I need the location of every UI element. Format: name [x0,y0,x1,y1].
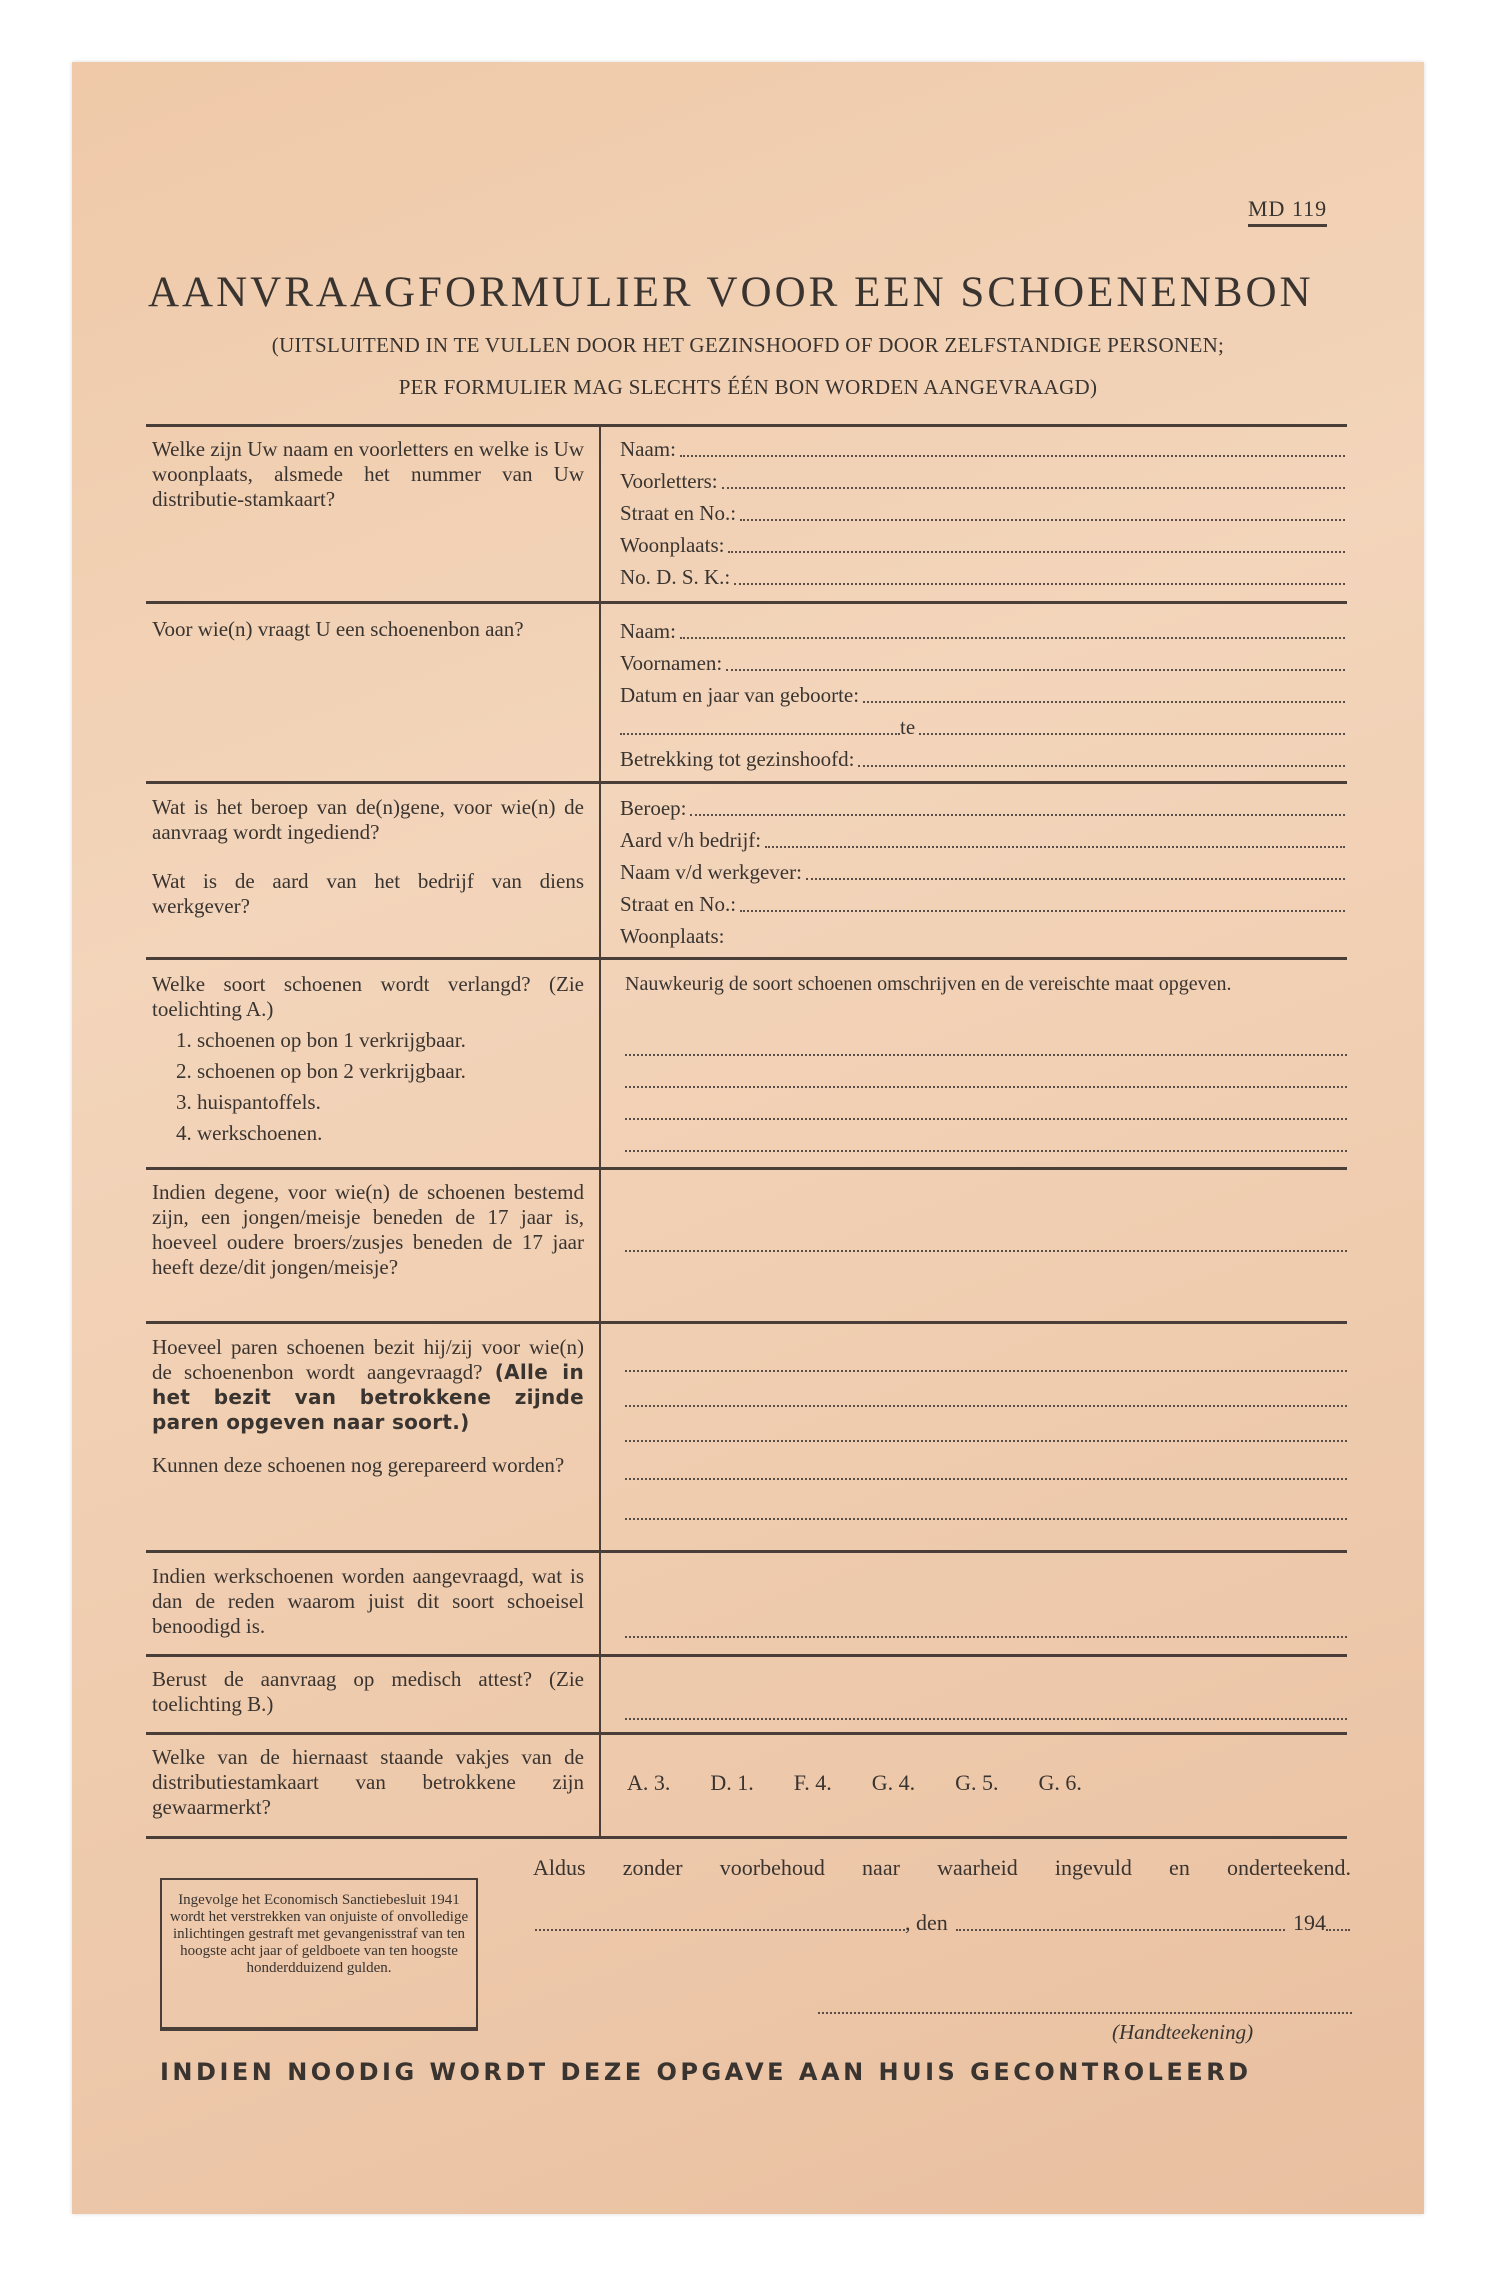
answer-line[interactable] [625,1250,1347,1252]
divider [146,1836,1347,1839]
stamp-code[interactable]: G. 6. [1038,1770,1082,1795]
field-label: te [900,715,916,739]
answer-line[interactable] [625,1150,1347,1152]
question-applicant: Welke zijn Uw naam en voorletters en welke is Uw woonplaats, alsmede het nummer van Uw distributie-stamkaart? [152,437,584,511]
question-text: Hoeveel paren schoenen bezit hij/zij voor wie(n) de schoenenbon wordt aangevraagd? [152,1335,584,1384]
answer-line[interactable] [625,1405,1347,1407]
form-subtitle-2: PER FORMULIER MAG SLECHTS ÉÉN BON WORDEN AANGEVRAAGD) [398,375,1098,399]
stamp-code[interactable]: A. 3. [627,1770,671,1795]
field-voornamen[interactable] [620,650,1345,676]
field-woonplaats-2[interactable] [620,923,1345,949]
question-stamps: Welke van de hiernaast staande vakjes van de distributiestamkaart van betrokkene zijn gewaarmerkt? [152,1745,584,1819]
answer-line[interactable] [625,1054,1347,1056]
question-occupation: Wat is het beroep van de(n)gene, voor wie(n) de aanvraag wordt ingediend? [152,795,584,844]
field-betrekking[interactable] [620,746,1345,772]
field-label: Naam: [620,437,676,461]
divider [146,957,1347,960]
field-geboortedatum[interactable] [620,682,1345,708]
question-work-shoes-reason: Indien werkschoenen worden aangevraagd, wat is dan de reden waarom juist dit soort schoeisel benoodigd is. [152,1564,584,1638]
field-label: Beroep: [620,796,687,820]
field-label: Naam: [620,619,676,643]
answer-line[interactable] [625,1440,1347,1442]
field-label: Woonplaats: [620,924,725,948]
shoe-instruction: Nauwkeurig de soort schoenen omschrijven en de vereischte maat opgeven. [625,973,1232,995]
field-label: Aard v/h bedrijf: [620,828,762,852]
form-subtitle-1: (UITSLUITEND IN TE VULLEN DOOR HET GEZINSHOOFD OF DOOR ZELFSTANDIGE PERSONEN; [271,333,1225,357]
question-bold-text: (Alle in het bezit van betrokkene zijnde paren opgeven naar soort.) [152,1360,584,1434]
stamp-code[interactable]: D. 1. [710,1770,754,1795]
question-employer: Wat is de aard van het bedrijf van diens werkgever? [152,869,584,918]
declaration: Aldus zonder voorbehoud naar waarheid ingevuld en onderteekend. [533,1855,1351,1880]
den-label: , den [905,1910,948,1935]
question-text: Welke soort schoenen wordt verlangd? (Zie toelichting A.) [152,972,584,1021]
signature-line[interactable] [818,2012,1352,2014]
option-2: 2. schoenen op bon 2 verkrijgbaar. [176,1059,466,1083]
field-voorletters[interactable] [620,468,1345,494]
form-title: AANVRAAGFORMULIER VOOR EEN SCHOENENBON [148,269,1314,316]
question-repair: Kunnen deze schoenen nog gerepareerd worden? [152,1453,565,1477]
option-3: 3. huispantoffels. [176,1090,321,1114]
field-label: Straat en No.: [620,501,737,525]
question-shoe-type [152,972,584,1146]
field-dsk[interactable] [620,564,1345,590]
field-aard-bedrijf[interactable] [620,827,1345,853]
signature-label: (Handteekening) [1112,2020,1254,2044]
field-straat[interactable] [620,500,1345,526]
question-siblings: Indien degene, voor wie(n) de schoenen bestemd zijn, een jongen/meisje beneden de 17 jaar is, hoeveel oudere broers/zusjes beneden de 17 jaar heeft deze/dit jongen/meisje? [152,1180,584,1279]
option-4: 4. werkschoenen. [176,1121,323,1145]
field-geboorteplaats[interactable] [620,714,1345,740]
field-werkgever[interactable] [620,859,1345,885]
question-for-whom: Voor wie(n) vraagt U een schoenenbon aan? [152,617,524,641]
field-label: No. D. S. K.: [620,565,731,589]
stamp-code[interactable]: G. 5. [955,1770,999,1795]
field-beroep[interactable] [620,795,1345,821]
divider [146,781,1347,784]
divider [146,1321,1347,1324]
answer-line[interactable] [625,1636,1347,1638]
field-woonplaats[interactable] [620,532,1345,558]
stamp-code[interactable]: G. 4. [871,1770,916,1795]
field-label: Voornamen: [620,651,723,675]
answer-line[interactable] [625,1478,1347,1480]
field-straat-2[interactable] [620,891,1345,917]
field-naam[interactable] [620,436,1345,462]
field-label: Straat en No.: [620,892,737,916]
column-divider [599,427,601,1836]
divider [146,1550,1347,1553]
field-label: Betrekking tot gezinshoofd: [620,747,855,771]
field-naam-2[interactable] [620,618,1345,644]
stamp-codes [627,1770,1122,1796]
divider [146,601,1347,604]
answer-line[interactable] [625,1118,1347,1120]
year-label: 194 [1293,1910,1326,1935]
place-input[interactable] [535,1929,905,1931]
answer-line[interactable] [625,1718,1347,1720]
divider [146,1732,1347,1735]
divider [146,1167,1347,1170]
field-label: Datum en jaar van geboorte: [620,683,860,707]
answer-line[interactable] [625,1518,1347,1520]
answer-line[interactable] [625,1370,1347,1372]
field-label: Naam v/d werkgever: [620,860,802,884]
question-pairs-owned [152,1335,584,1478]
option-1: 1. schoenen op bon 1 verkrijgbaar. [176,1028,466,1052]
year-input[interactable] [1326,1929,1350,1931]
date-place-field[interactable] [535,1910,1350,1936]
date-input[interactable] [956,1929,1285,1931]
divider [146,1654,1347,1657]
divider [146,424,1347,427]
footer-notice: INDIEN NOODIG WORDT DEZE OPGAVE AAN HUIS GECONTROLEERD [160,2058,1252,2086]
stamp-code[interactable]: F. 4. [793,1770,832,1795]
field-label: Woonplaats: [620,533,725,557]
question-medical: Berust de aanvraag op medisch attest? (Zie toelichting B.) [152,1667,584,1716]
form-code: MD 119 [1248,196,1327,227]
legal-notice-box: Ingevolge het Economisch Sanctiebesluit 1941 wordt het verstrekken van onjuiste of onvolledige inlichtingen gestraft met gevangenisstraf van ten hoogste acht jaar of geldboete van ten hoogste honderdduizend gulden. [160,1878,478,2031]
field-label: Voorletters: [620,469,718,493]
answer-line[interactable] [625,1086,1347,1088]
